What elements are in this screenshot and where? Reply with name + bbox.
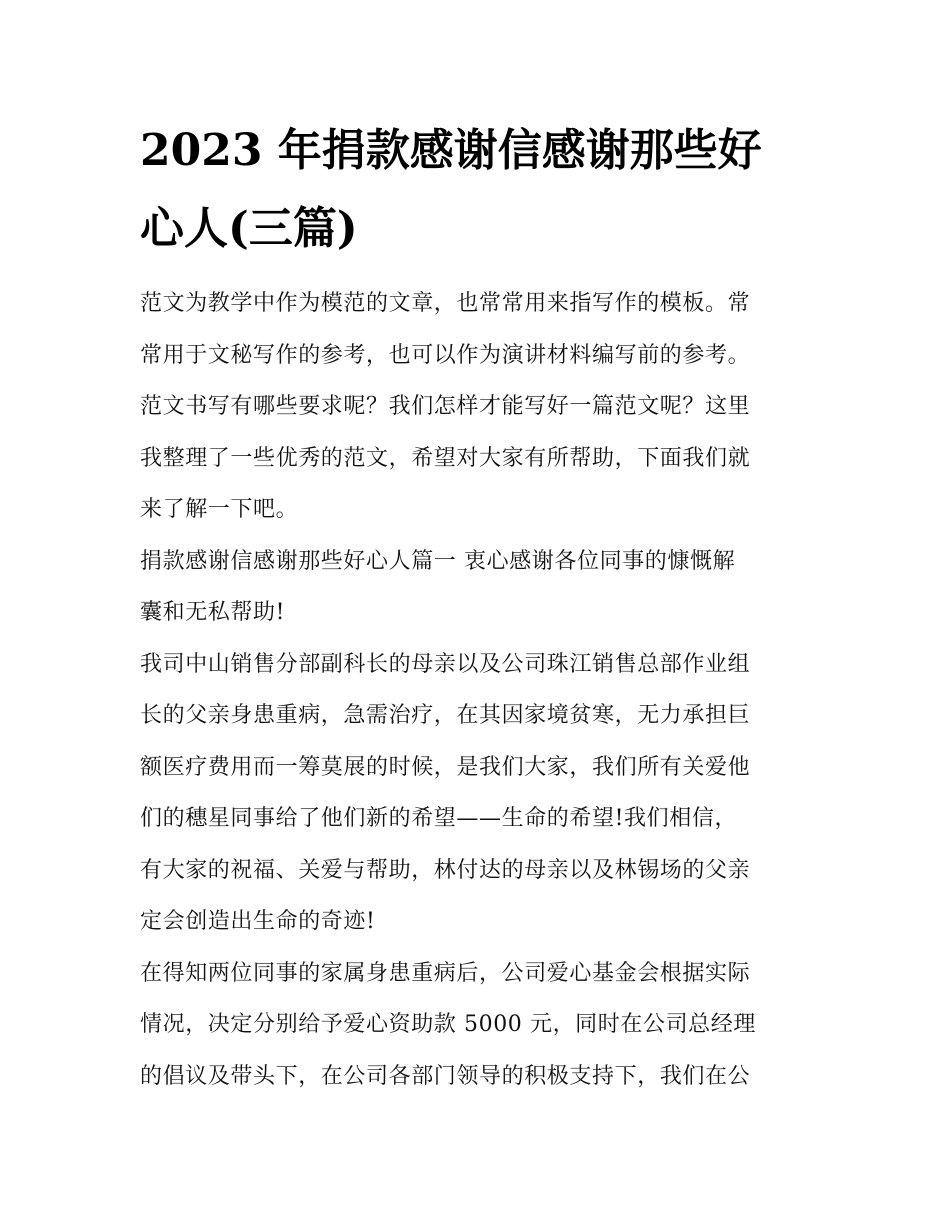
body-line: 常用于文秘写作的参考，也可以作为演讲材料编写前的参考。	[140, 342, 751, 368]
body-line: 我整理了一些优秀的范文，希望对大家有所帮助，下面我们就	[140, 445, 751, 471]
body-line: 我司中山销售分部副科长的母亲以及公司珠江销售总部作业组	[140, 651, 751, 677]
body-line: 捐款感谢信感谢那些好心人篇一 衷心感谢各位同事的慷慨解	[140, 548, 736, 574]
body-line: 来了解一下吧。	[140, 497, 299, 522]
title-line-1: 2023 年捐款感谢信感谢那些好	[140, 125, 762, 176]
body-line: 情况，决定分别给予爱心资助款 5000 元，同时在公司总经理	[140, 1012, 756, 1037]
body-line: 范文为教学中作为模范的文章，也常常用来指写作的模板。常	[140, 291, 751, 316]
body-line: 额医疗费用而一筹莫展的时候，是我们大家，我们所有关爱他	[140, 754, 751, 780]
document-body	[140, 278, 822, 1102]
body-line: 囊和无私帮助!	[140, 600, 286, 625]
body-line: 长的父亲身患重病，急需治疗，在其因家境贫寒，无力承担巨	[140, 703, 751, 728]
document-title	[140, 112, 830, 268]
title-line-2: 心人(三篇)	[140, 203, 358, 254]
body-line: 有大家的祝福、关爱与帮助，林付达的母亲以及林锡场的父亲	[140, 857, 751, 883]
body-line: 们的穗星同事给了他们新的希望——生命的希望!我们相信，	[140, 806, 738, 831]
body-line: 范文书写有哪些要求呢？我们怎样才能写好一篇范文呢？这里	[140, 394, 751, 419]
body-line: 的倡议及带头下，在公司各部门领导的积极支持下，我们在公	[140, 1063, 751, 1089]
body-line: 在得知两位同事的家属身患重病后，公司爱心基金会根据实际	[140, 960, 751, 986]
body-line: 定会创造出生命的奇迹!	[140, 909, 376, 934]
